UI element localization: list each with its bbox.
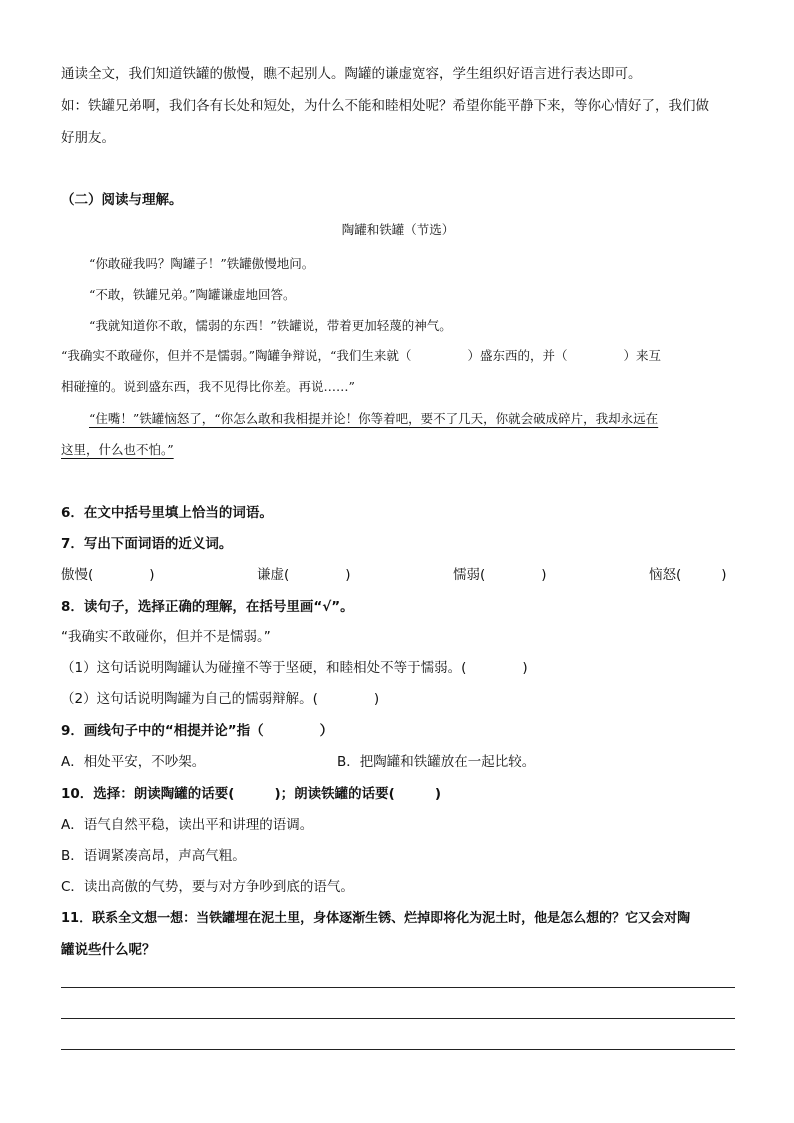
q8-option-1-text: （1）这句话说明陶罐认为碰撞不等于坚硬，和睦相处不等于懦弱。( [61,660,467,676]
synonym-word-4: 恼怒( [649,567,682,583]
q8-option-1-close: ) [522,660,528,676]
synonym-item-4[interactable] [649,565,727,585]
synonym-close-1: ) [149,567,155,583]
synonym-close-4: ) [721,567,727,583]
question-7: 7．写出下面词语的近义词。 [61,536,233,552]
synonym-item-3[interactable] [453,565,547,585]
question-10-option-b: B．语调紧凑高昂，声高气粗。 [61,848,246,864]
synonym-close-3: ) [541,567,547,583]
synonym-item-2[interactable] [257,565,351,585]
q9-close: ） [319,723,334,739]
question-9 [61,721,333,741]
question-8-quote: “我确实不敢碰你，但并不是懦弱。” [61,629,271,645]
question-8: 8．读句子，选择正确的理解，在括号里画“√”。 [61,599,354,615]
q8-option-2-text: （2）这句话说明陶罐为自己的懦弱辩解。( [61,691,318,707]
passage-paragraph-2: “不敢，铁罐兄弟。”陶罐谦虚地回答。 [89,287,296,302]
underlined-sentence-line-1: “住嘴！”铁罐恼怒了，“你怎么敢和我相提并论！你等着吧，要不了几天，你就会破成碎片，我却永远在 [89,411,659,426]
synonym-word-1: 傲慢( [61,567,94,583]
q9-text: 9．画线句子中的“相提并论”指（ [61,723,264,739]
question-10 [61,784,441,804]
intro-line-3: 好朋友。 [61,130,115,146]
section-heading: （二）阅读与理解。 [61,192,183,208]
answer-line-1[interactable] [61,987,735,988]
underlined-sentence-line-2: 这里，什么也不怕。” [61,442,174,457]
question-10-option-c: C．读出高傲的气势，要与对方争吵到底的语气。 [61,879,354,895]
passage-title: 陶罐和铁罐（节选） [341,222,455,237]
passage-p4-part-2: ）盛东西的，并（ [467,348,568,363]
q10-text-a: 10．选择：朗读陶罐的话要( [61,786,235,802]
question-6: 6．在文中括号里填上恰当的词语。 [61,505,273,521]
q10-text-c: ) [434,786,441,802]
synonym-word-3: 懦弱( [453,567,486,583]
answer-line-3[interactable] [61,1049,735,1050]
q9-option-b: B．把陶罐和铁罐放在一起比较。 [337,754,536,770]
question-10-option-a: A．语气自然平稳，读出平和讲理的语调。 [61,817,314,833]
passage-p4-part-3: ）来互 [623,348,661,363]
passage-paragraph-4-line-1 [61,346,661,366]
question-11-line-1: 11．联系全文想一想：当铁罐埋在泥土里，身体逐渐生锈、烂掉即将化为泥土时，他是怎么想的？它又会对陶 [61,911,691,926]
passage-paragraph-3: “我就知道你不敢，懦弱的东西！”铁罐说，带着更加轻蔑的神气。 [89,318,452,333]
q8-option-2-close: ) [373,691,380,707]
passage-paragraph-1: “你敢碰我吗？陶罐子！”铁罐傲慢地问。 [89,256,315,271]
q9-option-a: A．相处平安，不吵架。 [61,754,206,770]
synonym-word-2: 谦虚( [257,567,290,583]
passage-p4-part-1: “我确实不敢碰你，但并不是懦弱。”陶罐争辩说，“我们生来就（ [61,348,412,363]
passage-paragraph-4-line-2: 相碰撞的。说到盛东西，我不见得比你差。再说……” [61,379,355,394]
answer-line-2[interactable] [61,1018,735,1019]
synonym-close-2: ) [345,567,351,583]
question-8-option-1[interactable] [61,658,528,678]
synonym-item-1[interactable] [61,565,155,585]
intro-line-1: 通读全文，我们知道铁罐的傲慢，瞧不起别人。陶罐的谦虚宽容，学生组织好语言进行表达即可。 [61,66,642,82]
question-11-line-2: 罐说些什么呢？ [61,942,156,958]
question-9-options [61,752,536,772]
question-8-option-2[interactable] [61,689,379,709]
q10-text-b: )；朗读铁罐的话要( [274,786,395,802]
intro-line-2: 如：铁罐兄弟啊，我们各有长处和短处，为什么不能和睦相处呢？希望你能平静下来，等你心情好了，我们做 [61,98,709,114]
